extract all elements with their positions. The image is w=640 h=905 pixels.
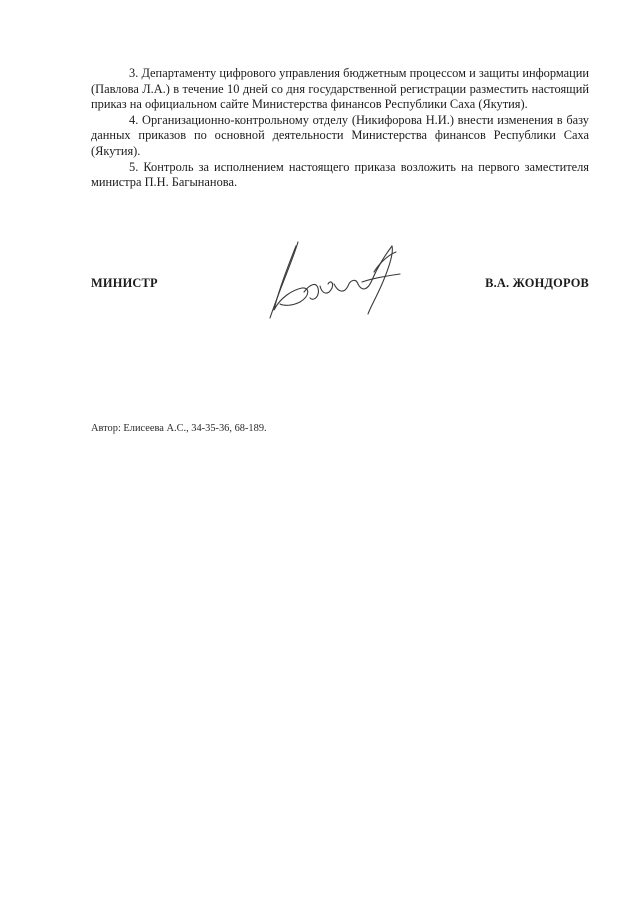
signatory-title: МИНИСТР (91, 276, 158, 290)
author-line: Автор: Елисеева А.С., 34-35-36, 68-189. (91, 423, 267, 434)
document-body (91, 66, 589, 191)
paragraph-3: 3. Департаменту цифрового управления бюджетным процессом и защиты информации (Павлова Л.А.) в течение 10 дней со дня государственной регистрации разместить настоящий приказ на официальном сайте Министерства финансов Республики Саха (Якутия). (91, 66, 589, 112)
paragraph-4: 4. Организационно-контрольному отделу (Никифорова Н.И.) внести изменения в базу данных приказов по основной деятельности Министерства финансов Республики Саха (Якутия). (91, 112, 589, 158)
paragraph-5: 5. Контроль за исполнением настоящего приказа возложить на первого заместителя министра П.Н. Багынанова. (91, 159, 589, 190)
signatory-name: В.А. ЖОНДОРОВ (485, 276, 589, 290)
signature-block (91, 270, 589, 310)
